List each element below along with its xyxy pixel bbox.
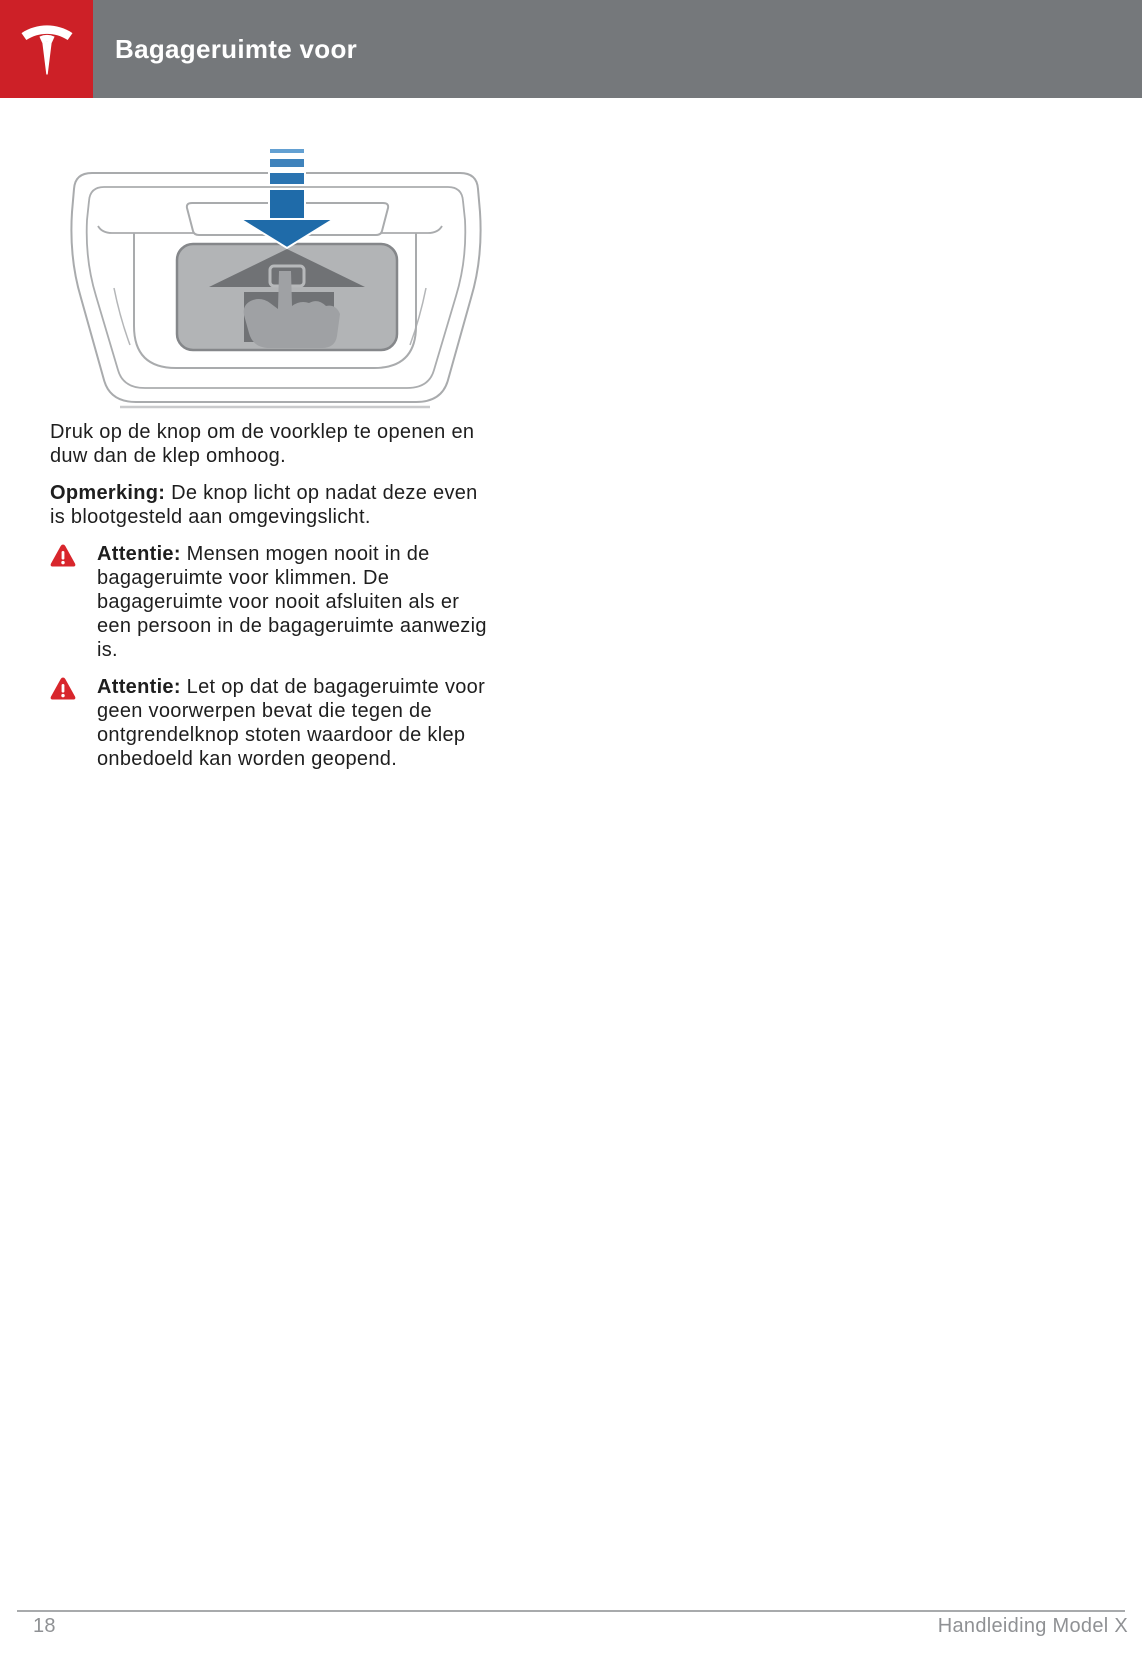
warning-body: Mensen mogen nooit in de bagageruimte voor klimmen. De bagageruimte voor nooit afsluiten als er een persoon in de bagageruimte aanwezig is. <box>97 543 487 661</box>
note-label: Opmerking: <box>50 482 166 504</box>
warning-item <box>50 542 495 662</box>
warning-body: Let op dat de bagageruimte voor geen voorwerpen bevat die tegen de ontgrendelknop stoten waardoor de klep onbedoeld kan worden geopend. <box>97 676 486 770</box>
warning-label: Attentie: <box>97 676 181 698</box>
warning-text <box>97 542 495 662</box>
warning-item <box>50 675 495 771</box>
warning-triangle-icon <box>50 543 76 568</box>
note-paragraph <box>50 481 495 529</box>
footer-page-number: 18 <box>33 1615 56 1637</box>
body-text-column <box>50 420 495 784</box>
footer-divider <box>17 1610 1125 1612</box>
warning-label: Attentie: <box>97 543 181 565</box>
intro-paragraph: Druk op de knop om de voorklep te openen en duw dan de klep omhoog. <box>50 421 475 467</box>
warning-text <box>97 675 495 771</box>
page-header <box>0 0 1142 98</box>
note-text: De knop licht op nadat deze even is blootgesteld aan omgevingslicht. <box>50 482 478 528</box>
page-title: Bagageruimte voor <box>115 33 358 64</box>
tesla-logo-icon <box>16 14 78 84</box>
frunk-release-illustration <box>50 140 490 418</box>
warning-triangle-icon <box>50 676 76 701</box>
tesla-logo-box <box>0 0 93 98</box>
footer-manual-title: Handleiding Model X <box>937 1615 1128 1637</box>
